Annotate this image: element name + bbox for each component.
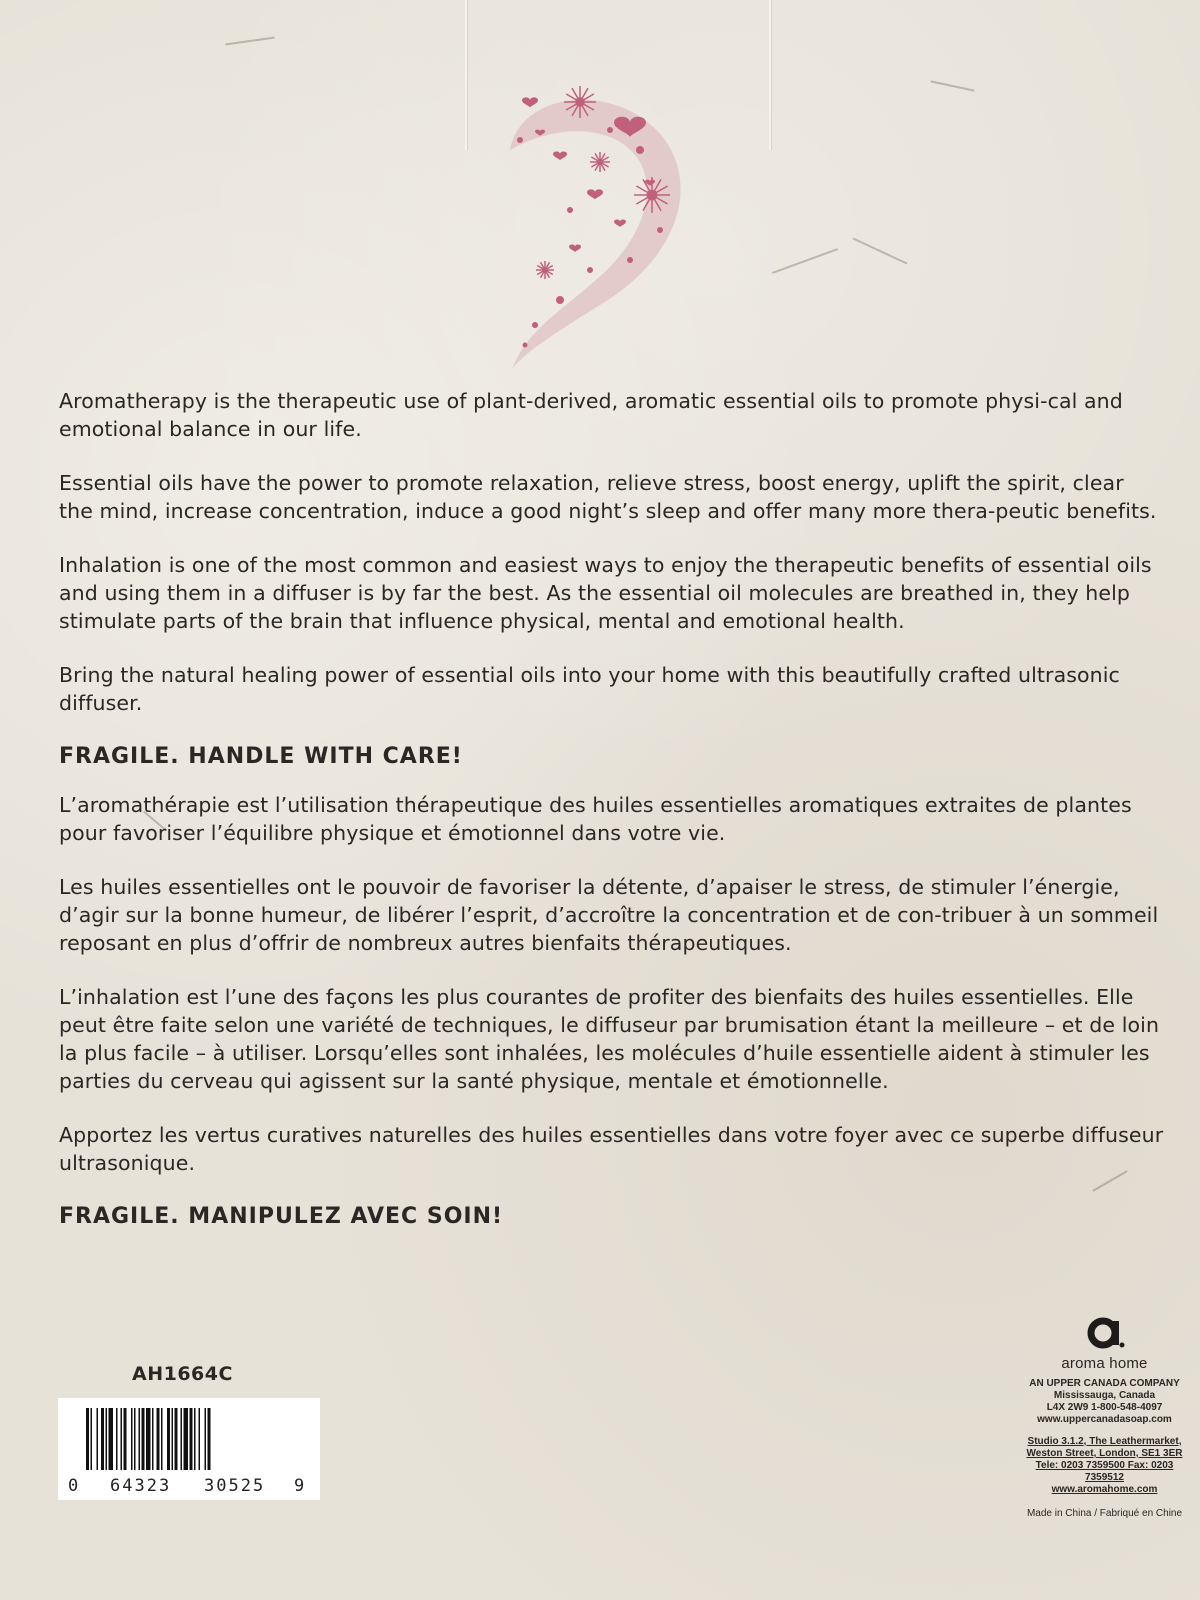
- barcode-check-digit: 9: [294, 1476, 305, 1496]
- dot-motif: [587, 267, 593, 273]
- packaging-text: [59, 387, 1164, 1251]
- box-flap-cut-left: [465, 0, 467, 150]
- address-line: www.aromahome.com: [1051, 1484, 1158, 1495]
- company-info: [1022, 1313, 1187, 1519]
- product-sku: AH1664C: [132, 1363, 233, 1385]
- barcode-bar: [134, 1408, 136, 1470]
- swirl-heart-pattern-icon: [500, 70, 700, 370]
- barcode-bar: [194, 1408, 196, 1470]
- heart-motif: [587, 189, 603, 199]
- dot-motif: [627, 257, 633, 263]
- barcode-bar: [97, 1408, 99, 1470]
- barcode-bar: [142, 1408, 145, 1470]
- barcode-bar: [205, 1408, 207, 1470]
- barcode-left-digits: 64323: [110, 1476, 172, 1496]
- barcode-bar: [161, 1408, 163, 1470]
- barcode-bar: [146, 1408, 151, 1470]
- barcode-bar: [86, 1408, 89, 1470]
- dot-motif: [607, 127, 613, 133]
- barcode-bar: [139, 1408, 141, 1470]
- barcode-bar: [184, 1408, 189, 1470]
- barcode-bar: [106, 1408, 108, 1470]
- barcode-bar: [208, 1408, 211, 1470]
- flower-center: [575, 97, 585, 107]
- dot-motif: [517, 137, 523, 143]
- address-line: Mississauga, Canada: [1053, 1390, 1156, 1401]
- flower-center: [647, 190, 658, 201]
- barcode-bar: [152, 1408, 154, 1470]
- paper-fiber: [772, 248, 838, 274]
- barcode-bar: [124, 1408, 127, 1470]
- barcode-bar: [101, 1408, 104, 1470]
- french-paragraph-2: Les huiles essentielles ont le pouvoir de favoriser la détente, d’apaiser le stress, de stimuler l’énergie, d’agir sur la bonne humeur, de libérer l’esprit, d’accroître la concentration et de con-tribuer à un sommeil reposant en plus d’offrir de nombreux autres bienfaits thérapeutiques.: [59, 875, 1159, 955]
- barcode-lead-digit: 0: [68, 1476, 79, 1496]
- barcode-bar: [199, 1408, 201, 1470]
- barcode-bar: [157, 1408, 160, 1470]
- french-paragraph-4: Apportez les vertus curatives naturelles des huiles essentielles dans votre foyer avec ce superbe diffuseur ultrasonique.: [59, 1123, 1164, 1175]
- paper-fiber: [225, 37, 275, 46]
- box-flap-cut-right: [769, 0, 771, 150]
- brand-name: aroma home: [1061, 1355, 1148, 1372]
- flower-center: [542, 267, 547, 272]
- english-fragile-heading: FRAGILE. HANDLE WITH CARE!: [59, 744, 463, 769]
- address-line: www.uppercanadasoap.com: [1037, 1414, 1172, 1425]
- address-line: Studio 3.1.2, The Leathermarket,: [1027, 1436, 1182, 1447]
- dot-motif: [532, 322, 538, 328]
- barcode-label: [58, 1398, 320, 1500]
- flower-center: [597, 159, 603, 165]
- dot-motif: [523, 343, 528, 348]
- heart-motif: [569, 245, 581, 253]
- barcode-bars-icon: [86, 1408, 286, 1470]
- heart-motif: [522, 97, 538, 107]
- barcode-bar: [167, 1408, 170, 1470]
- barcode-bar: [190, 1408, 193, 1470]
- french-paragraph-3: L’inhalation est l’une des façons les plus courantes de profiter des bienfaits des huiles essentielles. Elle peut être faite selon une variété de techniques, le diffuseur par brumisation étant la meilleure – et de loin la plus facile – à utiliser. Lorsqu’elles sont inhalées, les molécules d’huile essentielle aident à stimuler les parties du cerveau qui agissent sur la santé physique, mentale et émotionnelle.: [59, 985, 1160, 1093]
- barcode-bar: [91, 1408, 93, 1470]
- address-line: Tele: 0203 7359500 Fax: 0203 7359512: [1035, 1460, 1174, 1483]
- barcode-bar: [175, 1408, 178, 1470]
- english-paragraph-4: Bring the natural healing power of essential oils into your home with this beautifully crafted ultrasonic diffuser.: [59, 663, 1120, 715]
- french-paragraph-1: L’aromathérapie est l’utilisation thérapeutique des huiles essentielles aromatiques extraites de plantes pour favoriser l’équilibre physique et émotionnel dans votre vie.: [59, 793, 1132, 845]
- french-fragile-heading: FRAGILE. MANIPULEZ AVEC SOIN!: [59, 1204, 504, 1229]
- address-line: Weston Street, London, SE1 3ER: [1026, 1448, 1183, 1459]
- made-in-label: Made in China / Fabriqué en Chine: [1026, 1508, 1183, 1519]
- english-paragraph-1: Aromatherapy is the therapeutic use of plant-derived, aromatic essential oils to promote physi-cal and emotional balance in our life.: [59, 389, 1123, 441]
- address-line: AN UPPER CANADA COMPANY: [1029, 1378, 1180, 1389]
- barcode-bar: [172, 1408, 174, 1470]
- english-paragraph-2: Essential oils have the power to promote relaxation, relieve stress, boost energy, uplift the spirit, clear the mind, increase concentration, induce a good night’s sleep and offer many more thera-peutic benefits.: [59, 471, 1157, 523]
- barcode-bar: [121, 1408, 123, 1470]
- aroma-home-a-logo-icon: [1085, 1313, 1125, 1353]
- dot-motif: [567, 207, 573, 213]
- dot-motif: [636, 146, 644, 154]
- uk-address: [1022, 1436, 1187, 1496]
- barcode-bar: [116, 1408, 118, 1470]
- dot-motif: [657, 227, 663, 233]
- barcode-right-digits: 30525: [204, 1476, 266, 1496]
- address-line: L4X 2W9 1-800-548-4097: [1046, 1402, 1163, 1413]
- barcode-bar: [109, 1408, 114, 1470]
- heart-motif: [614, 220, 626, 228]
- barcode-bar: [131, 1408, 133, 1470]
- english-paragraph-3: Inhalation is one of the most common and easiest ways to enjoy the therapeutic benefits of essential oils and using them in a diffuser is by far the best. As the essential oil molecules are breathed in, they help stimulate parts of the brain that influence physical, mental and emotional health.: [59, 553, 1152, 633]
- paper-fiber: [852, 237, 907, 264]
- paper-fiber: [930, 80, 974, 91]
- barcode-bar: [181, 1408, 183, 1470]
- canada-address: [1022, 1378, 1187, 1426]
- dot-motif: [556, 296, 564, 304]
- heart-motif: [553, 151, 567, 160]
